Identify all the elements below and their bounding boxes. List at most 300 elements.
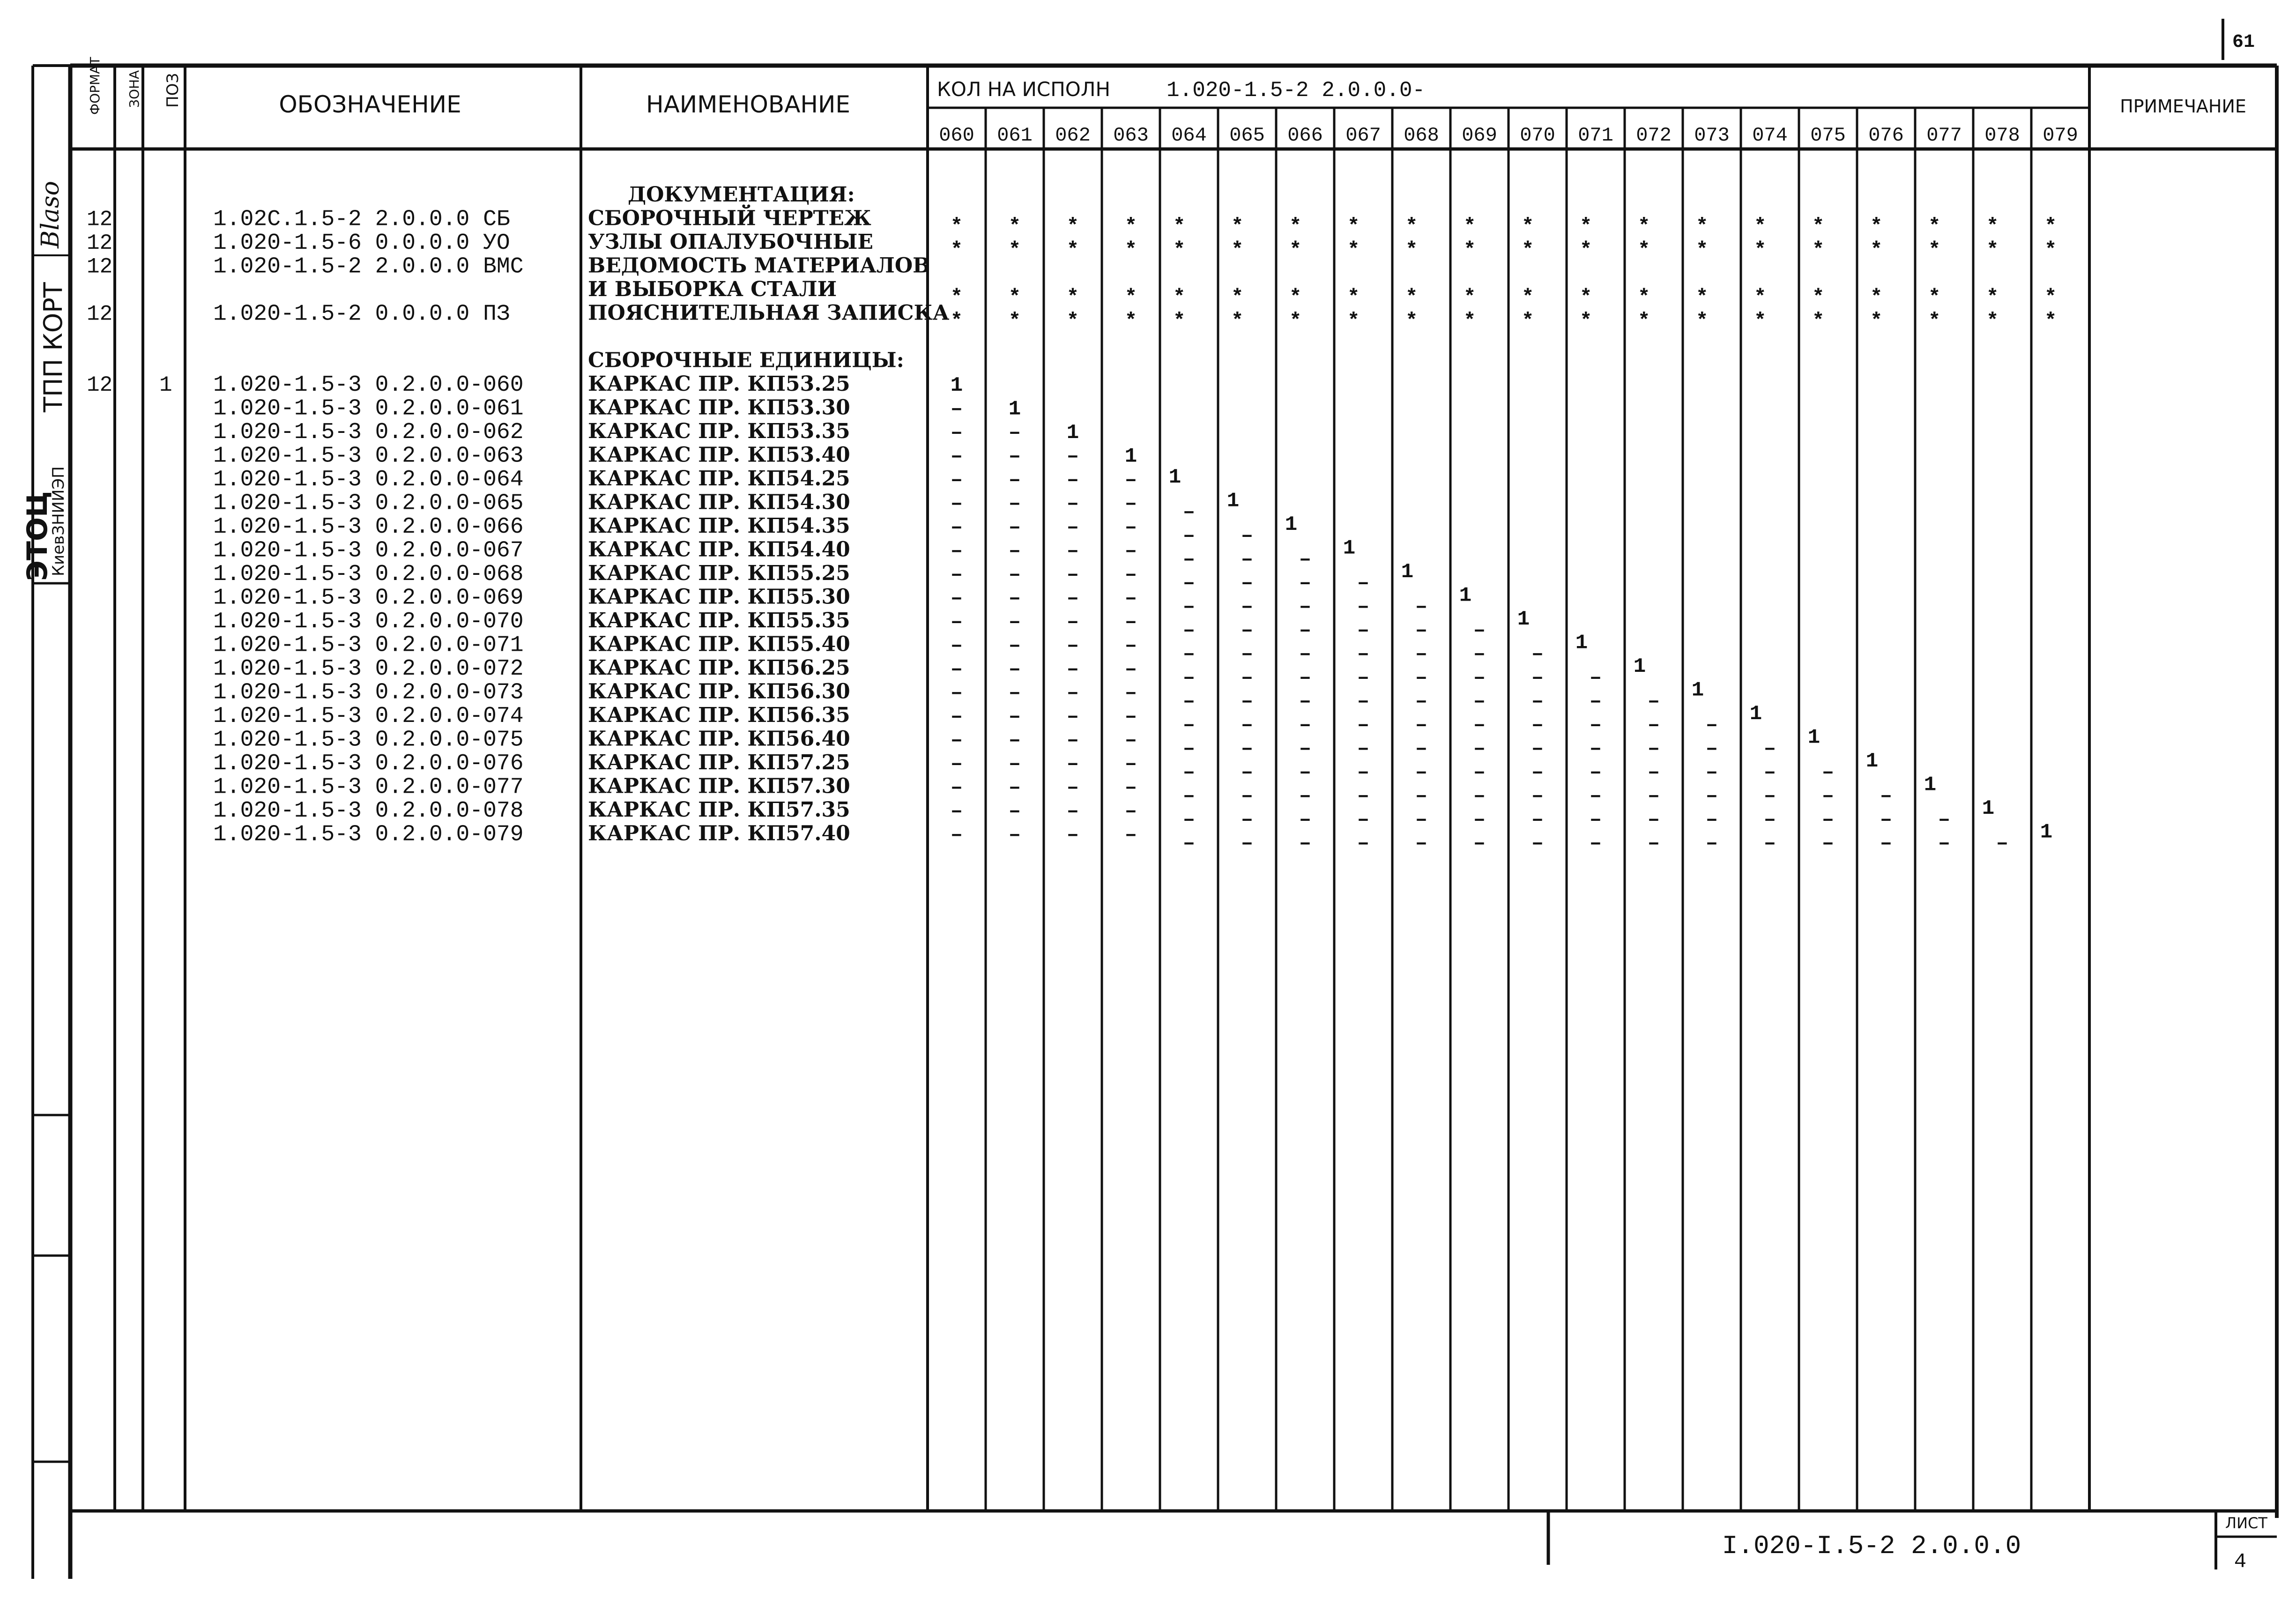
cell-dash: – (1705, 737, 1718, 761)
cell-quantity: 1 (1575, 631, 1588, 655)
cell-mark: * (1066, 309, 1079, 333)
cell-dash: – (1066, 587, 1079, 610)
cell-dash: – (1008, 539, 1021, 563)
cell-mark: * (1289, 309, 1302, 333)
header-qty-caption: КОЛ НА ИСПОЛН (937, 78, 1111, 101)
cell-dash: – (1705, 761, 1718, 784)
cell-dash: – (1066, 610, 1079, 634)
cell-dash: – (1880, 832, 1893, 855)
cell-dash: – (1008, 445, 1021, 469)
cell-dash: – (1415, 784, 1428, 808)
cell-quantity: 1 (1982, 797, 1995, 820)
cell-dash: – (1124, 752, 1137, 776)
cell-mark: * (1986, 286, 1999, 309)
cell-dash: – (1763, 784, 1776, 808)
cell-dash: – (1241, 572, 1254, 595)
cell-dash: – (1589, 808, 1602, 832)
cell-dash: – (1124, 823, 1137, 847)
cell-mark: * (1812, 286, 1825, 309)
row-name: КАРКАС ПР. КП56.35 (588, 703, 850, 727)
cell-dash: – (950, 776, 963, 800)
row-name: КАРКАС ПР. КП53.35 (588, 419, 850, 443)
cell-dash: – (1066, 658, 1079, 681)
variant-column-062: 062 (1055, 124, 1091, 147)
cell-dash: – (1473, 808, 1486, 832)
cell-mark: * (1870, 309, 1883, 333)
side-stamp (21, 181, 68, 581)
cell-quantity: 1 (950, 374, 963, 397)
cell-dash: – (1066, 681, 1079, 705)
cell-mark: * (1754, 286, 1767, 309)
cell-dash: – (1066, 563, 1079, 587)
cell-quantity: 1 (1691, 678, 1704, 702)
cell-mark: * (1638, 215, 1650, 238)
cell-mark: * (1754, 215, 1767, 238)
cell-mark: * (1638, 309, 1650, 333)
cell-dash: – (1124, 634, 1137, 658)
cell-dash: – (1763, 808, 1776, 832)
cell-dash: – (1299, 832, 1312, 855)
row-designation: 1.020-1.5-3 0.2.0.0-063 (213, 443, 524, 469)
cell-dash: – (1415, 595, 1428, 619)
cell-quantity: 1 (1517, 608, 1530, 631)
variant-column-069: 069 (1462, 124, 1497, 147)
row-format: 12 (87, 254, 113, 279)
cell-dash: – (1299, 548, 1312, 572)
cell-dash: – (1357, 595, 1370, 619)
cell-dash: – (950, 705, 963, 729)
cell-dash: – (1299, 642, 1312, 666)
cell-dash: – (1241, 595, 1254, 619)
cell-mark: * (1066, 215, 1079, 238)
cell-mark: * (1066, 286, 1079, 309)
cell-dash: – (1415, 690, 1428, 714)
row-name: КАРКАС ПР. КП55.25 (588, 561, 850, 585)
row-name: КАРКАС ПР. КП54.35 (588, 514, 850, 538)
row-name: КАРКАС ПР. КП54.25 (588, 467, 850, 491)
cell-dash: – (1182, 666, 1196, 690)
cell-dash: – (1415, 666, 1428, 690)
cell-mark: * (1986, 215, 1999, 238)
cell-mark: * (1289, 238, 1302, 262)
cell-dash: – (950, 634, 963, 658)
cell-dash: – (1182, 832, 1196, 855)
variant-column-060: 060 (939, 124, 974, 147)
cell-dash: – (1531, 690, 1544, 714)
cell-dash: – (1589, 761, 1602, 784)
header-zone: ЗОНА (126, 70, 142, 108)
cell-dash: – (1589, 714, 1602, 737)
cell-mark: * (1173, 309, 1186, 333)
cell-dash: – (1124, 563, 1137, 587)
row-designation: 1.020-1.5-3 0.2.0.0-075 (213, 727, 524, 753)
cell-mark: * (1580, 309, 1592, 333)
cell-mark: * (1124, 215, 1137, 238)
cell-dash: – (1182, 808, 1196, 832)
variant-column-072: 072 (1636, 124, 1672, 147)
cell-mark: * (1231, 286, 1244, 309)
row-designation: 1.020-1.5-2 0.0.0.0 ПЗ (213, 301, 510, 327)
cell-mark: * (1928, 286, 1941, 309)
page-number: 61 (2232, 32, 2255, 53)
cell-dash: – (1763, 761, 1776, 784)
cell-dash: – (1357, 808, 1370, 832)
cell-dash: – (1066, 776, 1079, 800)
cell-mark: * (1008, 238, 1021, 262)
row-format: 12 (87, 207, 113, 232)
row-name: СБОРОЧНЫЙ ЧЕРТЕЖ (588, 206, 871, 231)
cell-dash: – (950, 823, 963, 847)
header-note: ПРИМЕЧАНИЕ (2120, 96, 2246, 117)
cell-dash: – (1066, 752, 1079, 776)
row-format: 12 (87, 373, 113, 397)
row-designation: 1.02С.1.5-2 2.0.0.0 СБ (213, 207, 510, 232)
cell-dash: – (950, 681, 963, 705)
row-designation: 1.020-1.5-3 0.2.0.0-079 (213, 822, 524, 848)
cell-mark: * (1173, 215, 1186, 238)
cell-dash: – (1531, 832, 1544, 855)
cell-dash: – (1357, 761, 1370, 784)
variant-column-079: 079 (2043, 124, 2078, 147)
cell-mark: * (1173, 286, 1186, 309)
cell-dash: – (1705, 808, 1718, 832)
cell-dash: – (1415, 832, 1428, 855)
row-name: КАРКАС ПР. КП57.35 (588, 798, 850, 822)
variant-column-067: 067 (1345, 124, 1381, 147)
variant-column-065: 065 (1229, 124, 1265, 147)
cell-mark: * (1812, 238, 1825, 262)
cell-dash: – (1299, 666, 1312, 690)
cell-quantity: 1 (1807, 726, 1820, 750)
cell-quantity: 1 (1633, 655, 1646, 678)
row-name: КАРКАС ПР. КП56.25 (588, 656, 850, 680)
cell-dash: – (1008, 421, 1021, 445)
cell-dash: – (1124, 587, 1137, 610)
row-name: ДОКУМЕНТАЦИЯ: (628, 183, 855, 207)
cell-dash: – (1357, 832, 1370, 855)
cell-dash: – (1589, 832, 1602, 855)
cell-dash: – (1124, 539, 1137, 563)
cell-mark: * (1124, 286, 1137, 309)
cell-dash: – (950, 610, 963, 634)
row-designation: 1.020-1.5-3 0.2.0.0-061 (213, 396, 524, 422)
cell-quantity: 1 (1401, 560, 1414, 584)
cell-dash: – (1763, 832, 1776, 855)
cell-dash: – (1008, 610, 1021, 634)
cell-dash: – (1299, 619, 1312, 642)
row-designation: 1.020-1.5-3 0.2.0.0-074 (213, 704, 524, 729)
cell-dash: – (1241, 666, 1254, 690)
row-name: КАРКАС ПР. КП56.30 (588, 679, 850, 704)
variant-column-075: 075 (1810, 124, 1846, 147)
cell-dash: – (1299, 737, 1312, 761)
row-designation: 1.020-1.5-3 0.2.0.0-065 (213, 491, 524, 516)
sheet-label: ЛИСТ (2225, 1514, 2267, 1532)
row-format: 12 (87, 302, 113, 327)
cell-dash: – (1124, 516, 1137, 539)
row-designation: 1.020-1.5-6 0.0.0.0 УО (213, 231, 510, 256)
cell-dash: – (1415, 761, 1428, 784)
cell-mark: * (1870, 286, 1883, 309)
cell-dash: – (1531, 737, 1544, 761)
cell-dash: – (1241, 784, 1254, 808)
cell-dash: – (1880, 808, 1893, 832)
cell-dash: – (950, 587, 963, 610)
cell-mark: * (1173, 238, 1186, 262)
cell-dash: – (1415, 714, 1428, 737)
variant-column-074: 074 (1752, 124, 1788, 147)
cell-dash: – (1124, 658, 1137, 681)
cell-dash: – (1066, 705, 1079, 729)
cell-dash: – (1124, 705, 1137, 729)
cell-dash: – (1357, 642, 1370, 666)
cell-dash: – (1241, 714, 1254, 737)
cell-dash: – (1008, 823, 1021, 847)
cell-dash: – (950, 492, 963, 516)
cell-dash: – (1066, 800, 1079, 823)
cell-dash: – (1124, 492, 1137, 516)
cell-dash: – (1473, 761, 1486, 784)
cell-dash: – (1996, 832, 2009, 855)
variant-column-061: 061 (997, 124, 1033, 147)
cell-dash: – (1008, 563, 1021, 587)
row-name: КАРКАС ПР. КП57.25 (588, 751, 850, 774)
cell-dash: – (1066, 539, 1079, 563)
cell-mark: * (1066, 238, 1079, 262)
row-name: СБОРОЧНЫЕ ЕДИНИЦЫ: (588, 348, 904, 372)
cell-dash: – (1066, 445, 1079, 469)
cell-dash: – (1415, 808, 1428, 832)
cell-mark: * (1522, 238, 1534, 262)
cell-mark: * (1289, 286, 1302, 309)
cell-dash: – (1182, 595, 1196, 619)
cell-mark: * (1696, 215, 1709, 238)
cell-mark: * (1464, 286, 1476, 309)
cell-mark: * (950, 286, 963, 309)
cell-mark: * (1580, 215, 1592, 238)
cell-dash: – (1182, 572, 1196, 595)
cell-dash: – (1763, 737, 1776, 761)
row-name: ПОЯСНИТЕЛЬНАЯ ЗАПИСКА (588, 301, 950, 325)
header-name: НАИМЕНОВАНИЕ (646, 91, 850, 118)
row-name: КАРКАС ПР. КП54.30 (588, 490, 850, 514)
cell-mark: * (950, 238, 963, 262)
cell-dash: – (1938, 832, 1951, 855)
header-pos: ПОЗ (163, 73, 182, 108)
cell-mark: * (1812, 309, 1825, 333)
cell-dash: – (1473, 832, 1486, 855)
row-name: КАРКАС ПР. КП53.40 (588, 443, 850, 467)
row-name: КАРКАС ПР. КП53.25 (588, 372, 850, 396)
cell-dash: – (1299, 761, 1312, 784)
cell-dash: – (1241, 808, 1254, 832)
cell-dash: – (1008, 492, 1021, 516)
cell-mark: * (950, 215, 963, 238)
row-designation: 1.020-1.5-3 0.2.0.0-072 (213, 656, 524, 682)
variant-column-071: 071 (1578, 124, 1613, 147)
cell-dash: – (1473, 666, 1486, 690)
side-stamp-line1: ТПП КОРТ (38, 282, 68, 412)
cell-dash: – (950, 729, 963, 752)
cell-dash: – (1473, 737, 1486, 761)
cell-mark: * (1696, 286, 1709, 309)
cell-dash: – (1531, 666, 1544, 690)
cell-quantity: 1 (1066, 421, 1079, 445)
cell-mark: * (1464, 309, 1476, 333)
cell-mark: * (950, 309, 963, 333)
variant-column-077: 077 (1926, 124, 1962, 147)
cell-dash: – (1124, 776, 1137, 800)
cell-dash: – (1008, 469, 1021, 492)
cell-mark: * (1522, 309, 1534, 333)
row-name: КАРКАС ПР. КП55.35 (588, 609, 850, 632)
cell-quantity: 1 (1865, 750, 1879, 773)
cell-dash: – (1473, 642, 1486, 666)
cell-mark: * (1928, 309, 1941, 333)
cell-dash: – (1938, 808, 1951, 832)
cell-dash: – (1589, 666, 1602, 690)
cell-mark: * (1870, 215, 1883, 238)
cell-dash: – (1357, 619, 1370, 642)
cell-mark: * (2044, 238, 2057, 262)
cell-mark: * (1231, 309, 1244, 333)
cell-mark: * (2044, 286, 2057, 309)
cell-dash: – (1008, 800, 1021, 823)
cell-dash: – (1299, 714, 1312, 737)
cell-dash: – (950, 563, 963, 587)
cell-dash: – (1647, 784, 1660, 808)
cell-mark: * (1124, 309, 1137, 333)
row-designation: 1.020-1.5-3 0.2.0.0-068 (213, 562, 524, 587)
cell-mark: * (1870, 238, 1883, 262)
cell-dash: – (1066, 729, 1079, 752)
cell-mark: * (1812, 215, 1825, 238)
cell-dash: – (1241, 690, 1254, 714)
cell-dash: – (1066, 516, 1079, 539)
cell-dash: – (1241, 737, 1254, 761)
row-name: КАРКАС ПР. КП57.40 (588, 821, 850, 846)
cell-mark: * (1522, 215, 1534, 238)
row-name: И ВЫБОРКА СТАЛИ (588, 277, 837, 301)
row-designation: 1.020-1.5-3 0.2.0.0-077 (213, 774, 524, 800)
cell-dash: – (1880, 784, 1893, 808)
cell-dash: – (1705, 832, 1718, 855)
row-name: ВЕДОМОСТЬ МАТЕРИАЛОВ (588, 253, 930, 278)
cell-mark: * (1928, 215, 1941, 238)
cell-quantity: 1 (1226, 489, 1240, 513)
cell-quantity: 1 (1343, 536, 1356, 560)
cell-mark: * (1754, 309, 1767, 333)
cell-dash: – (1415, 642, 1428, 666)
cell-dash: – (1124, 800, 1137, 823)
cell-dash: – (1241, 524, 1254, 548)
row-designation: 1.020-1.5-3 0.2.0.0-066 (213, 514, 524, 540)
cell-dash: – (1589, 784, 1602, 808)
variant-column-063: 063 (1113, 124, 1149, 147)
cell-quantity: 1 (1924, 773, 1937, 797)
cell-quantity: 1 (1285, 513, 1298, 536)
row-designation: 1.020-1.5-3 0.2.0.0-067 (213, 538, 524, 564)
cell-mark: * (1405, 215, 1418, 238)
cell-dash: – (1647, 714, 1660, 737)
row-name: КАРКАС ПР. КП54.40 (588, 537, 850, 562)
variant-column-068: 068 (1404, 124, 1439, 147)
cell-dash: – (1589, 690, 1602, 714)
cell-dash: – (950, 658, 963, 681)
cell-mark: * (1124, 238, 1137, 262)
row-name: КАРКАС ПР. КП53.30 (588, 395, 850, 420)
variant-column-073: 073 (1694, 124, 1730, 147)
cell-dash: – (1647, 761, 1660, 784)
cell-dash: – (1182, 737, 1196, 761)
cell-dash: – (1299, 572, 1312, 595)
cell-dash: – (1182, 642, 1196, 666)
cell-quantity: 1 (1459, 584, 1472, 608)
sheet-number: 4 (2234, 1550, 2247, 1574)
cell-dash: – (1473, 619, 1486, 642)
cell-dash: – (1299, 690, 1312, 714)
cell-dash: – (1415, 737, 1428, 761)
row-designation: 1.020-1.5-3 0.2.0.0-071 (213, 632, 524, 658)
cell-dash: – (1182, 548, 1196, 572)
cell-quantity: 1 (2040, 820, 2053, 844)
cell-dash: – (1589, 737, 1602, 761)
row-designation: 1.020-1.5-3 0.2.0.0-076 (213, 751, 524, 776)
cell-dash: – (1821, 784, 1835, 808)
cell-dash: – (1531, 808, 1544, 832)
cell-mark: * (2044, 215, 2057, 238)
cell-dash: – (1241, 761, 1254, 784)
cell-mark: * (1231, 215, 1244, 238)
variant-column-070: 070 (1520, 124, 1555, 147)
doc-code: I.020-I.5-2 2.0.0.0 (1722, 1531, 2021, 1561)
cell-mark: * (1405, 286, 1418, 309)
cell-dash: – (1124, 681, 1137, 705)
cell-dash: – (1705, 714, 1718, 737)
row-designation: 1.020-1.5-3 0.2.0.0-078 (213, 798, 524, 824)
cell-dash: – (1241, 619, 1254, 642)
cell-dash: – (1182, 524, 1196, 548)
variant-column-066: 066 (1287, 124, 1323, 147)
row-name: КАРКАС ПР. КП56.40 (588, 727, 850, 751)
header-format: ФОРМАТ (87, 57, 103, 115)
cell-mark: * (1696, 309, 1709, 333)
cell-dash: – (1182, 784, 1196, 808)
cell-dash: – (1008, 776, 1021, 800)
row-designation: 1.020-1.5-3 0.2.0.0-060 (213, 372, 524, 398)
cell-mark: * (1347, 215, 1360, 238)
cell-dash: – (1124, 729, 1137, 752)
cell-dash: – (1647, 690, 1660, 714)
cell-mark: * (1754, 238, 1767, 262)
cell-dash: – (1008, 658, 1021, 681)
cell-dash: – (1357, 737, 1370, 761)
cell-mark: * (1464, 215, 1476, 238)
cell-dash: – (1473, 784, 1486, 808)
side-stamp-line3: КиевЗНИИЭП (49, 466, 68, 576)
cell-dash: – (950, 516, 963, 539)
cell-dash: – (1647, 737, 1660, 761)
cell-dash: – (1299, 784, 1312, 808)
row-format: 12 (87, 231, 113, 255)
row-position: 1 (159, 373, 172, 397)
cell-dash: – (1182, 714, 1196, 737)
row-name: КАРКАС ПР. КП55.30 (588, 585, 850, 609)
cell-dash: – (1241, 642, 1254, 666)
cell-dash: – (1357, 666, 1370, 690)
cell-mark: * (1638, 238, 1650, 262)
row-designation: 1.020-1.5-3 0.2.0.0-073 (213, 680, 524, 706)
